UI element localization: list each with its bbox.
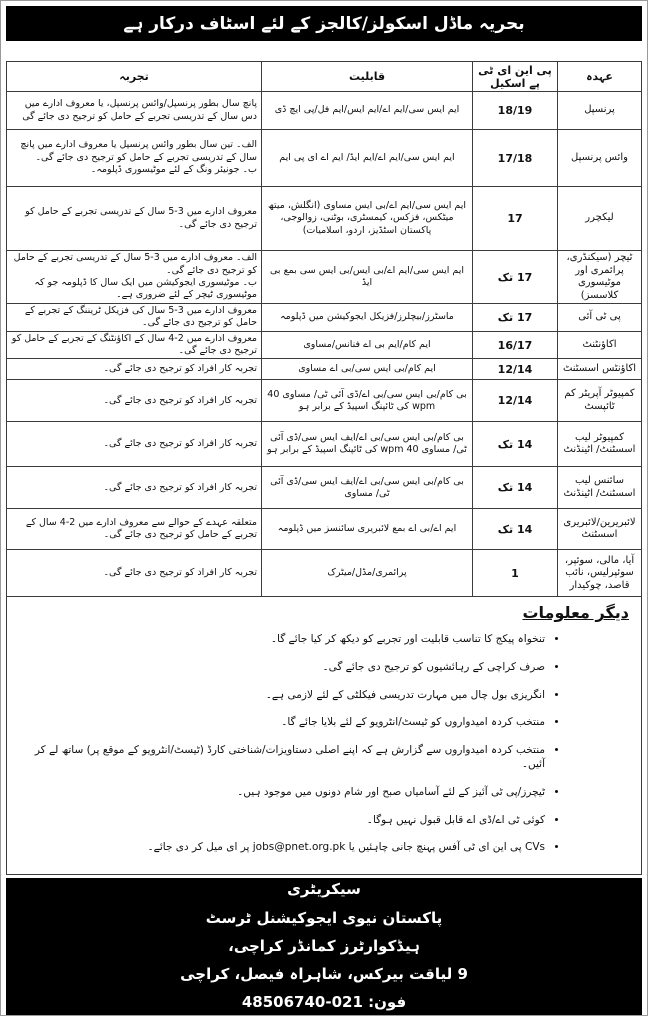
contact-footer	[6, 878, 642, 1015]
experience-line: الف۔ تین سال بطور وائس پرنسپل یا معروف ادارے میں پانچ سال کے تدریسی تجربے کے حامل کو ترجیح دی جائے گی۔	[20, 139, 257, 163]
position-cell: کمپیوٹر آپریٹر کم ٹائپسٹ	[558, 380, 642, 422]
experience-cell	[7, 550, 262, 597]
experience-line: ب۔ جونیئر ونگ کے لئے موٹیسوری ڈپلومہ۔	[90, 164, 257, 176]
experience-cell	[7, 467, 262, 509]
experience-cell	[7, 380, 262, 422]
position-cell: پی ٹی آئی	[558, 304, 642, 332]
info-bullet-item: • صرف کراچی کے رہائشیوں کو ترجیح دی جائے گی۔	[25, 660, 545, 674]
experience-cell	[7, 331, 262, 359]
other-information-section	[6, 597, 642, 875]
footer-organization: پاکستان نیوی ایجوکیشنل ٹرسٹ	[205, 908, 443, 927]
experience-line: تجربہ کار افراد کو ترجیح دی جائے گی۔	[103, 394, 257, 406]
experience-cell	[7, 509, 262, 550]
footer-address: 9 لیاقت بیرکس، شاہراہ فیصل، کراچی	[180, 965, 468, 984]
pay-scale-cell: 17 تک	[473, 251, 558, 304]
experience-line: ب۔ موٹیسوری ایجوکیشن میں ایک سال کا ڈپلومہ جو کہ موٹیسوری ٹیچر کے لئے ضروری ہے۔	[34, 277, 257, 301]
pay-scale-cell: 17 تک	[473, 304, 558, 332]
experience-cell	[7, 130, 262, 187]
qualification-cell: ایم ایس سی/ایم اے/ایم ایس/ایم فل/پی ایچ ڈی	[262, 92, 473, 130]
info-bullet-item: • ٹیچرز/پی ٹی آئیز کے لئے آسامیاں صبح اور شام دونوں میں موجود ہیں۔	[25, 785, 545, 799]
footer-secretary: سیکریٹری	[287, 880, 361, 899]
position-cell: ٹیچر (سیکنڈری، پرائمری اور موٹیسوری کلاسسز)	[558, 251, 642, 304]
position-cell: وائس پرنسپل	[558, 130, 642, 187]
table-header-row	[7, 62, 642, 92]
experience-line: تجربہ کار افراد کو ترجیح دی جائے گی۔	[103, 567, 257, 579]
pay-scale-cell: 1	[473, 550, 558, 597]
pay-scale-cell: 17	[473, 187, 558, 251]
table-row	[7, 359, 642, 380]
info-bullet-list	[15, 632, 633, 854]
pay-scale-cell: 17/18	[473, 130, 558, 187]
qualification-cell: پرائمری/مڈل/میٹرک	[262, 550, 473, 597]
position-cell: لیکچرر	[558, 187, 642, 251]
pay-scale-cell: 14 تک	[473, 422, 558, 467]
experience-line: پانچ سال بطور پرنسپل/وائس پرنسپل، یا معروف ادارے میں دس سال کے تدریسی تجربے کے حامل کو ترجیح دی جائے گی	[22, 98, 257, 122]
pay-scale-cell: 14 تک	[473, 467, 558, 509]
table-row	[7, 251, 642, 304]
table-row	[7, 380, 642, 422]
position-cell: سائنس لیب اسسٹنٹ/ اٹینڈنٹ	[558, 467, 642, 509]
qualification-cell: بی کام/بی ایس سی/بی اے/ڈی آئی ٹی/ مساوی 40 wpm کی ٹائپنگ اسپیڈ کے برابر ہو	[262, 380, 473, 422]
info-bullet-item: • منتخب کردہ امیدواروں کو ٹیسٹ/انٹرویو کے لئے بلایا جائے گا۔	[25, 715, 545, 729]
info-bullet-item: • کوئی ٹی اے/ڈی اے قابل قبول نہیں ہوگا۔	[25, 813, 545, 827]
other-information-heading: دیگر معلومات	[522, 603, 629, 623]
footer-phone: فون: 021-48506740	[241, 993, 407, 1012]
pay-scale-cell: 12/14	[473, 380, 558, 422]
position-cell: اکاؤنٹس اسسٹنٹ	[558, 359, 642, 380]
qualification-cell: ایم ایس سی/ایم اے/ایم ایڈ/ ایم اے ای پی ایم	[262, 130, 473, 187]
table-row	[7, 422, 642, 467]
table-row	[7, 92, 642, 130]
position-cell: آیا، مالی، سوئپر، سوئپرلیس، نائب قاصد، چوکیدار	[558, 550, 642, 597]
experience-cell	[7, 251, 262, 304]
table-row	[7, 130, 642, 187]
qualification-cell: ماسٹرز/بیچلرز/فزیکل ایجوکیشن میں ڈپلومہ	[262, 304, 473, 332]
footer-headquarters: ہیڈکوارٹرز کمانڈر کراچی،	[228, 936, 420, 955]
experience-line: متعلقہ عہدے کے حوالے سے معروف ادارے میں 2-4 سال کے تجربے کے حامل کو ترجیح دی جائے گی۔	[25, 517, 257, 541]
qualification-cell: ایم ایس سی/ایم اے/بی ایس/بی ایس سی بمع بی ایڈ	[262, 251, 473, 304]
table-row	[7, 467, 642, 509]
position-cell: پرنسپل	[558, 92, 642, 130]
experience-cell	[7, 92, 262, 130]
experience-line: معروف ادارے میں 3-5 سال کی فزیکل ٹریننگ کے تجربے کے حامل کو ترجیح دی جائے گی۔	[24, 305, 257, 329]
qualification-cell: ایم کام/بی ایس سی/بی اے مساوی	[262, 359, 473, 380]
info-bullet-item: • تنخواہ پیکج کا تناسب قابلیت اور تجربے کو دیکھ کر کیا جائے گا۔	[25, 632, 545, 646]
experience-line: تجربہ کار افراد کو ترجیح دی جائے گی۔	[103, 363, 257, 375]
info-bullet-item: • انگریزی بول چال میں مہارت تدریسی فیکلٹی کے لئے لازمی ہے۔	[25, 688, 545, 702]
experience-cell	[7, 359, 262, 380]
pay-scale-cell: 18/19	[473, 92, 558, 130]
page-title: بحریہ ماڈل اسکولز/کالجز کے لئے اسٹاف درکار ہے	[123, 14, 525, 34]
table-row	[7, 331, 642, 359]
pay-scale-cell: 14 تک	[473, 509, 558, 550]
qualification-cell: ایم اے/بی اے بمع لائبریری سائنسز میں ڈپلومہ	[262, 509, 473, 550]
table-row	[7, 187, 642, 251]
column-header-position: عہدہ	[558, 62, 642, 92]
column-header-pay-scale: پی این ای ٹی پے اسکیل	[473, 62, 558, 92]
qualification-cell: ایم کام/ایم بی اے فنانس/مساوی	[262, 331, 473, 359]
column-header-qualification: قابلیت	[262, 62, 473, 92]
experience-cell	[7, 422, 262, 467]
experience-line: الف۔ معروف ادارے میں 3-5 سال کے تدریسی تجربے کے حامل کو ترجیح دی جائے گی۔	[13, 252, 257, 276]
pay-scale-cell: 12/14	[473, 359, 558, 380]
qualification-cell: ایم ایس سی/ایم اے/بی ایس مساوی (انگلش، میتھ میٹکس، فزکس، کیمسٹری، بوٹنی، زوالوجی، پاکستان اسٹڈیز، اردو، اسلامیات)	[262, 187, 473, 251]
experience-line: تجربہ کار افراد کو ترجیح دی جائے گی۔	[103, 438, 257, 450]
position-cell: کمپیوٹر لیب اسسٹنٹ/ اٹینڈنٹ	[558, 422, 642, 467]
qualification-cell: بی کام/بی ایس سی/بی اے/ایف ایس سی/ڈی آئی ٹی/ مساوی 40 wpm کی ٹائپنگ اسپیڈ کے برابر ہو	[262, 422, 473, 467]
experience-line: معروف ادارے میں 3-5 سال کے تدریسی تجربے کے حامل کو ترجیح دی جائے گی۔	[25, 206, 257, 230]
experience-line: معروف ادارے میں 2-4 سال کے اکاؤنٹنگ کے تجربے کے حامل کو ترجیح دی جائے گی۔	[11, 332, 257, 357]
column-header-experience: تجربہ	[7, 62, 262, 92]
info-bullet-item: • CVs پی این ای ٹی آفس پہنچ جانی چاہئیں یا jobs@pnet.org.pk پر ای میل کر دی جائے۔	[25, 840, 545, 854]
experience-cell	[7, 187, 262, 251]
experience-cell	[7, 304, 262, 332]
table-row	[7, 550, 642, 597]
vacancies-table	[6, 61, 642, 597]
position-cell: اکاؤنٹنٹ	[558, 331, 642, 359]
info-bullet-item: • منتخب کردہ امیدواروں سے گزارش ہے کہ اپنے اصلی دستاویزات/شناختی کارڈ (ٹیسٹ/انٹرویو کے موقع پر) ساتھ لے کر آئیں۔	[25, 743, 545, 771]
ad-title-bar	[6, 6, 642, 41]
experience-line: تجربہ کار افراد کو ترجیح دی جائے گی۔	[103, 481, 257, 493]
table-row	[7, 304, 642, 332]
position-cell: لائبریرین/لائبریری اسسٹنٹ	[558, 509, 642, 550]
qualification-cell: بی کام/بی ایس سی/بی اے/ایف ایس سی/ڈی آئی ٹی/ مساوی	[262, 467, 473, 509]
table-row	[7, 509, 642, 550]
pay-scale-cell: 16/17	[473, 331, 558, 359]
